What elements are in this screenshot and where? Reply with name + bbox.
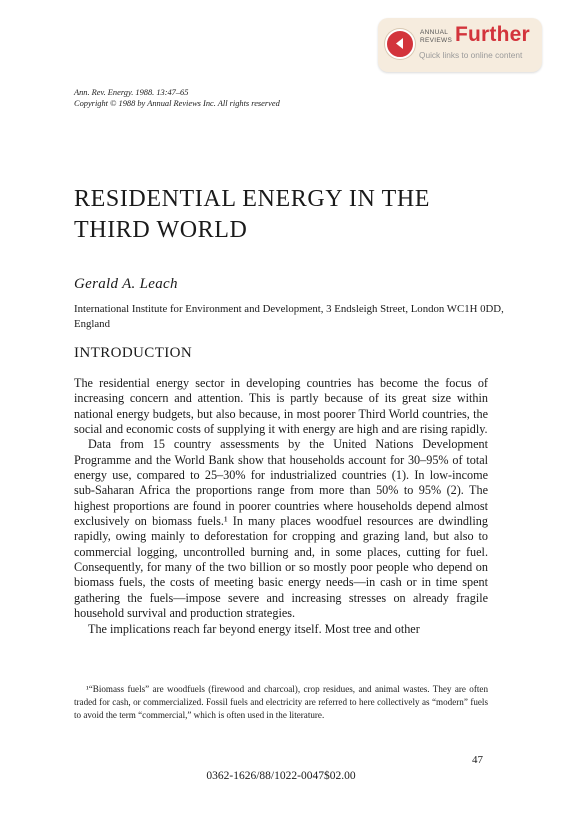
citation-line-1: Ann. Rev. Energy. 1988. 13:47–65	[74, 88, 189, 97]
author-affiliation: International Institute for Environment and Development, 3 Endsleigh Street, London WC1H 0DD, England	[74, 303, 504, 330]
quick-links-tagline[interactable]: Quick links to online content	[419, 50, 523, 60]
page-number: 47	[472, 754, 483, 766]
publisher-label: ANNUAL REVIEWS	[420, 29, 453, 44]
footnote-marker: ¹	[86, 684, 89, 694]
paragraph: The implications reach far beyond energy itself. Most tree and other	[88, 621, 420, 636]
footnote-text: “Biomass fuels” are woodfuels (firewood and charcoal), crop residues, and animal wastes. They are often traded for cash, or commercialized. Fossil fuels and electricity are referred to here collectively as “modern” fuels to avoid the term “commercial,” which is often used in the literature.	[74, 684, 488, 721]
footnote	[74, 683, 488, 722]
section-heading: INTRODUCTION	[74, 345, 193, 361]
paragraph: Data from 15 country assessments by the United Nations Development Programme and the World Bank show that households account for 30–95% of total energy use, compared to 25–30% for industrialized countries (1). In low-income sub-Saharan Africa the proportions range from more than 50% to 95% (2). The highest proportions are found in poorer countries where households depend almost exclusively on biomass fuels.¹ In many places woodfuel resources are dwindling rapidly, owing mainly to deforestation for cropping and grazing land, but also to commercial logging, uncontrolled burning and, in some places, cutting for fuel. Consequently, for many of the two billion or so mostly poor people who depend on biomass fuels, the costs of meeting basic energy needs—in cash or in time spent gathering the fuels—impose severe and increasing stresses on already fragile household survival and production strategies.	[74, 437, 488, 621]
paragraph: The residential energy sector in developing countries has become the focus of increasing concern and attention. This is partly because of its great size within national energy budgets, but also because, in most poorer Third World countries, the social and economic costs of supplying it with energy are high and are rising rapidly.	[74, 376, 488, 437]
body-text	[74, 376, 488, 637]
play-left-arrow-icon[interactable]	[385, 29, 415, 59]
citation	[74, 87, 280, 109]
article-title: RESIDENTIAL ENERGY IN THE THIRD WORLD	[74, 186, 431, 243]
further-brand[interactable]: Further	[455, 23, 530, 46]
annual-reviews-further-banner[interactable]	[378, 18, 542, 72]
citation-line-2: Copyright © 1988 by Annual Reviews Inc. All rights reserved	[74, 99, 280, 108]
author-name: Gerald A. Leach	[74, 276, 178, 292]
article-code: 0362-1626/88/1022-0047$02.00	[206, 770, 356, 782]
